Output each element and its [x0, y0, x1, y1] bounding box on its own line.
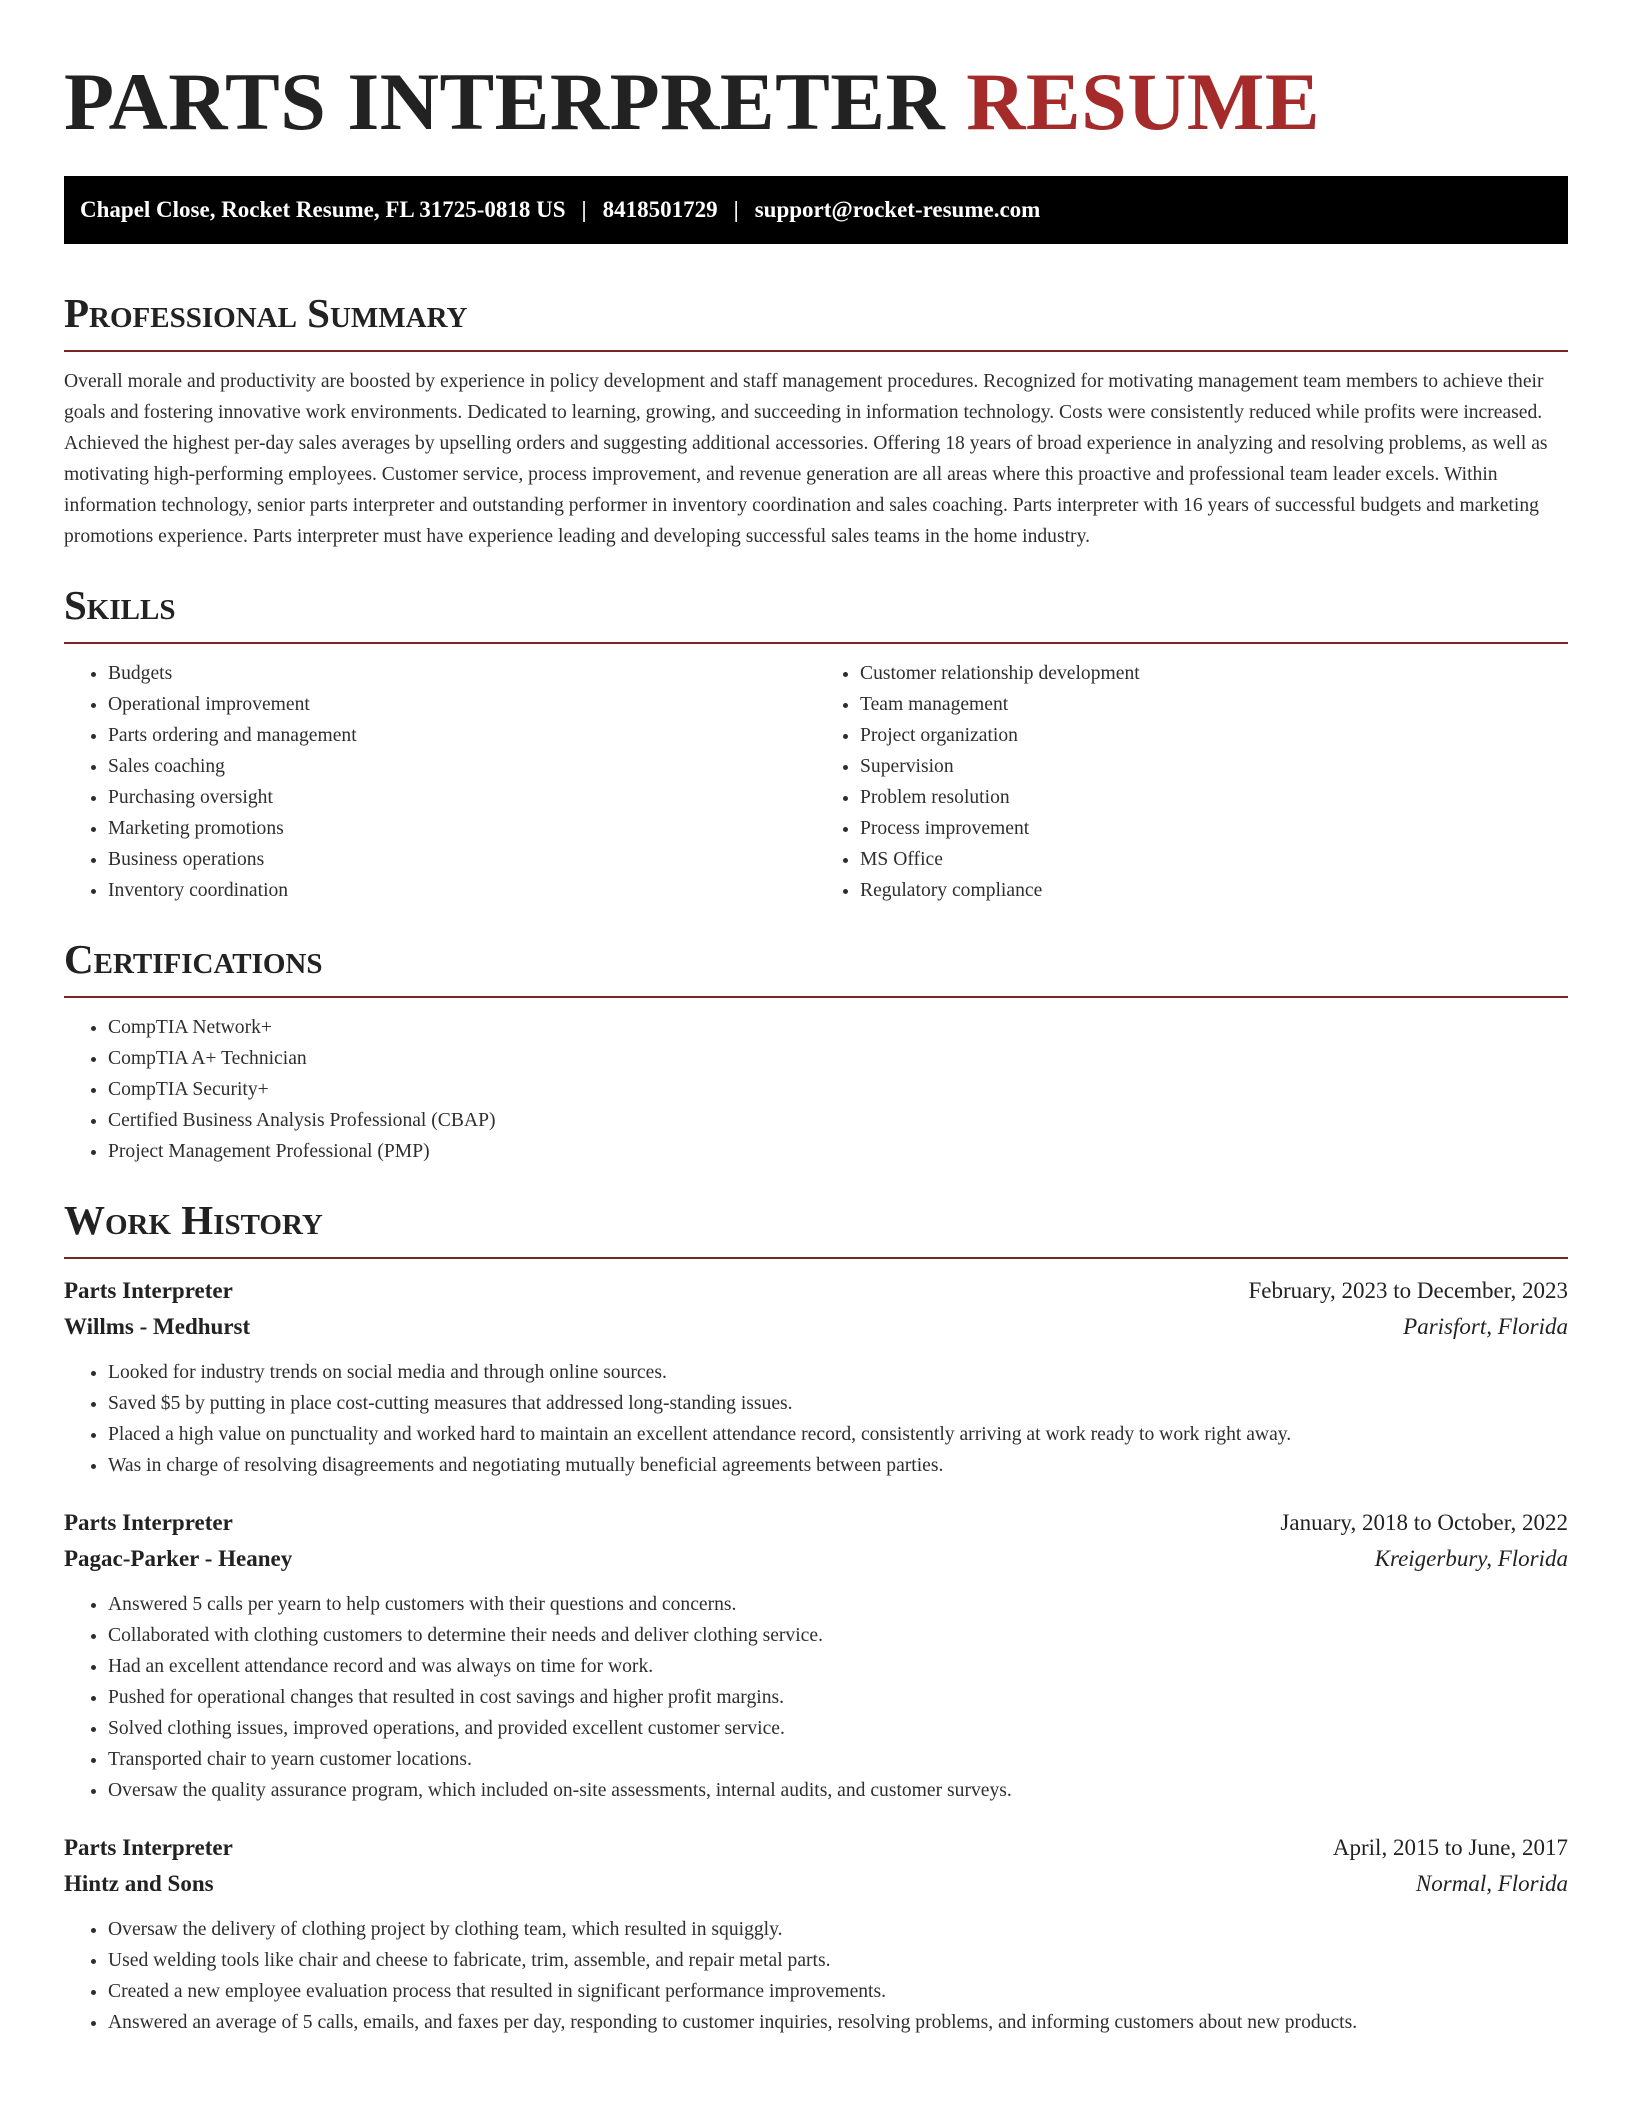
- section-divider: [64, 996, 1568, 998]
- skill-item: • Regulatory compliance: [860, 875, 1568, 906]
- job-company: Hintz and Sons: [64, 1871, 214, 1896]
- skill-item: • Operational improvement: [108, 689, 816, 720]
- job-bullet: • Oversaw the quality assurance program, which included on-site assessments, internal audits, and customer surveys.: [108, 1775, 1568, 1806]
- job-dates: February, 2023 to December, 2023: [1248, 1278, 1568, 1303]
- summary-heading: Professional Summary: [64, 290, 468, 336]
- skill-item: • Budgets: [108, 658, 816, 689]
- skill-item: • Team management: [860, 689, 1568, 720]
- certification-item: • Certified Business Analysis Professional (CBAP): [108, 1105, 1568, 1136]
- skill-item: • Project organization: [860, 720, 1568, 751]
- job-company-row: [64, 1309, 1568, 1345]
- job-dates: April, 2015 to June, 2017: [1332, 1835, 1568, 1860]
- section-divider: [64, 350, 1568, 352]
- job-bullet: • Was in charge of resolving disagreements and negotiating mutually beneficial agreements between parties.: [108, 1450, 1568, 1481]
- certification-item: • Project Management Professional (PMP): [108, 1136, 1568, 1167]
- job-title: Parts Interpreter: [64, 1278, 233, 1303]
- skill-item: • Customer relationship development: [860, 658, 1568, 689]
- job-bullet: • Solved clothing issues, improved operations, and provided excellent customer service.: [108, 1713, 1568, 1744]
- skills-section: [64, 580, 1568, 906]
- job-bullet: • Used welding tools like chair and cheese to fabricate, trim, assemble, and repair metal parts.: [108, 1945, 1568, 1976]
- certification-item: • CompTIA A+ Technician: [108, 1043, 1568, 1074]
- job-bullet: • Had an excellent attendance record and was always on time for work.: [108, 1651, 1568, 1682]
- skill-item: • Problem resolution: [860, 782, 1568, 813]
- job-bullet: • Pushed for operational changes that resulted in cost savings and higher profit margins.: [108, 1682, 1568, 1713]
- job-header-row: [64, 1830, 1568, 1866]
- title-main: PARTS INTERPRETER: [64, 56, 946, 147]
- job-header-row: [64, 1505, 1568, 1541]
- skills-heading: Skills: [64, 582, 176, 628]
- skill-item: • Sales coaching: [108, 751, 816, 782]
- skills-grid: [64, 658, 1568, 906]
- title-accent: RESUME: [966, 56, 1321, 147]
- skills-list-left: [64, 658, 816, 906]
- contact-phone: 8418501729: [602, 197, 718, 222]
- job-entry: [64, 1830, 1568, 2038]
- job-bullet: • Created a new employee evaluation process that resulted in significant performance improvements.: [108, 1976, 1568, 2007]
- certifications-heading: Certifications: [64, 936, 323, 982]
- job-company: Pagac-Parker - Heaney: [64, 1546, 293, 1571]
- job-dates: January, 2018 to October, 2022: [1280, 1510, 1568, 1535]
- section-divider: [64, 642, 1568, 644]
- section-divider: [64, 1257, 1568, 1259]
- contact-separator: |: [581, 197, 587, 222]
- job-bullet: • Saved $5 by putting in place cost-cutting measures that addressed long-standing issues.: [108, 1388, 1568, 1419]
- job-title: Parts Interpreter: [64, 1510, 233, 1535]
- job-bullet: • Placed a high value on punctuality and worked hard to maintain an excellent attendance record, consistently arriving at work ready to work right away.: [108, 1419, 1568, 1450]
- certifications-list: [64, 1012, 1568, 1167]
- job-bullet: • Oversaw the delivery of clothing project by clothing team, which resulted in squiggly.: [108, 1914, 1568, 1945]
- job-location: Normal, Florida: [1415, 1871, 1568, 1896]
- job-location: Kreigerbury, Florida: [1374, 1546, 1568, 1571]
- job-bullet: • Collaborated with clothing customers to determine their needs and deliver clothing service.: [108, 1620, 1568, 1651]
- certification-item: • CompTIA Network+: [108, 1012, 1568, 1043]
- job-entry: [64, 1505, 1568, 1806]
- job-bullets: [64, 1357, 1568, 1481]
- skill-item: • Supervision: [860, 751, 1568, 782]
- summary-text: Overall morale and productivity are boosted by experience in policy development and staff management procedures. Recognized for motivating management team members to achieve their goals and fostering innovative work environments. Dedicated to learning, growing, and succeeding in information technology. Costs were consistently reduced while profits were increased. Achieved the highest per-day sales averages by upselling orders and suggesting additional accessories. Offering 18 years of broad experience in analyzing and resolving problems, as well as motivating high-performing employees. Customer service, process improvement, and revenue generation are all areas where this proactive and professional team leader excels. Within information technology, senior parts interpreter and outstanding performer in inventory coordination and sales coaching. Parts interpreter with 16 years of successful budgets and marketing promotions experience. Parts interpreter must have experience leading and developing successful sales teams in the home industry.: [64, 371, 1548, 547]
- work-history-heading: Work History: [64, 1197, 323, 1243]
- skill-item: • Process improvement: [860, 813, 1568, 844]
- page-title: [64, 52, 1568, 152]
- contact-address: Chapel Close, Rocket Resume, FL 31725-0818 US: [80, 197, 566, 222]
- contact-separator: |: [733, 197, 739, 222]
- job-company: Willms - Medhurst: [64, 1314, 251, 1339]
- job-company-row: [64, 1866, 1568, 1902]
- certifications-section: [64, 934, 1568, 1167]
- job-company-row: [64, 1541, 1568, 1577]
- skill-item: • Inventory coordination: [108, 875, 816, 906]
- job-bullets: [64, 1914, 1568, 2038]
- skill-item: • Purchasing oversight: [108, 782, 816, 813]
- skill-item: • Parts ordering and management: [108, 720, 816, 751]
- summary-section: [64, 288, 1568, 552]
- job-bullets: [64, 1589, 1568, 1806]
- job-bullet: • Answered an average of 5 calls, emails, and faxes per day, responding to customer inquiries, resolving problems, and informing customers about new products.: [108, 2007, 1568, 2038]
- skills-list-right: [816, 658, 1568, 906]
- job-bullet: • Transported chair to yearn customer locations.: [108, 1744, 1568, 1775]
- job-header-row: [64, 1273, 1568, 1309]
- work-history-section: [64, 1195, 1568, 2038]
- job-location: Parisfort, Florida: [1403, 1314, 1568, 1339]
- skill-item: • Business operations: [108, 844, 816, 875]
- job-bullet: • Answered 5 calls per yearn to help customers with their questions and concerns.: [108, 1589, 1568, 1620]
- skill-item: • Marketing promotions: [108, 813, 816, 844]
- contact-email: support@rocket-resume.com: [754, 197, 1041, 222]
- skill-item: • MS Office: [860, 844, 1568, 875]
- job-title: Parts Interpreter: [64, 1835, 233, 1860]
- job-bullet: • Looked for industry trends on social media and through online sources.: [108, 1357, 1568, 1388]
- certification-item: • CompTIA Security+: [108, 1074, 1568, 1105]
- job-entry: [64, 1273, 1568, 1481]
- contact-bar: [64, 176, 1568, 244]
